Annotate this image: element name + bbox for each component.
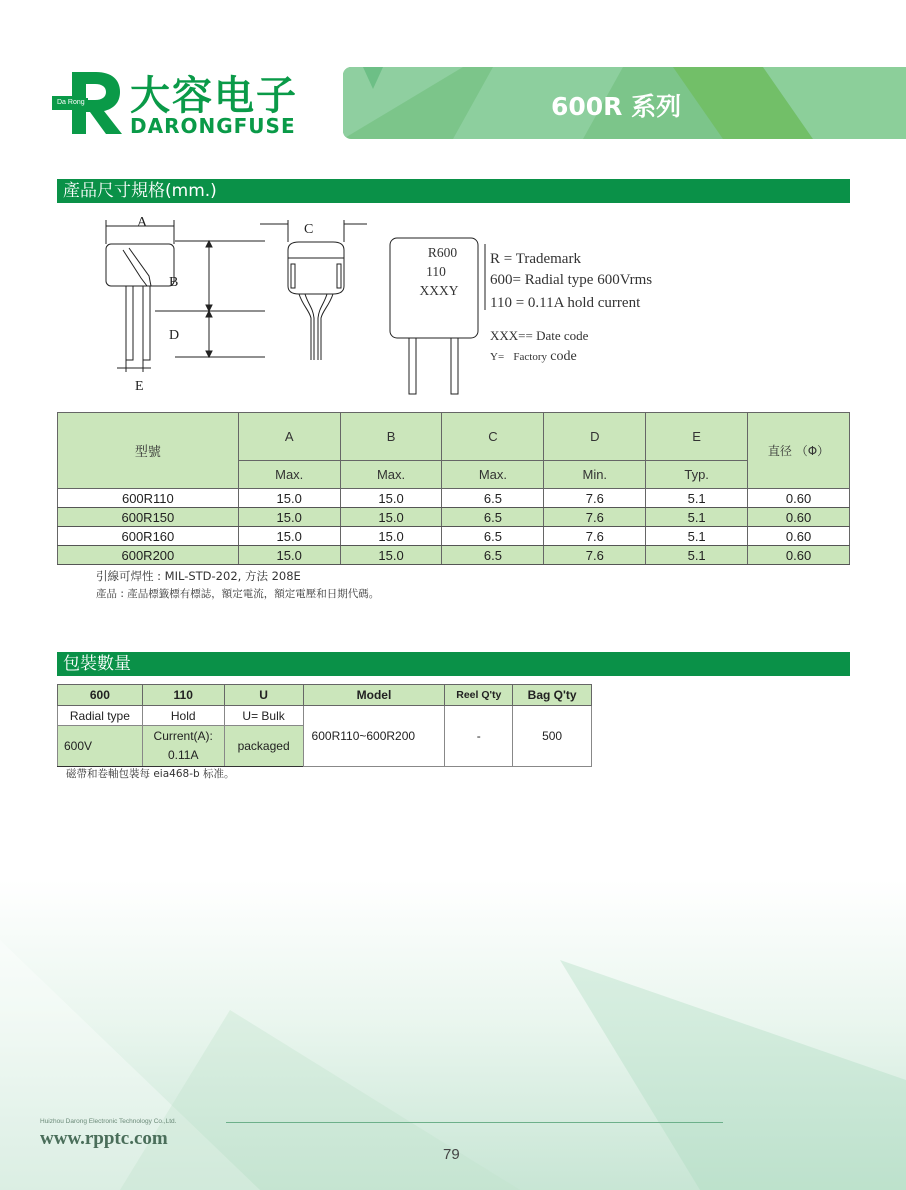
cell-model: 600R110 <box>58 489 239 508</box>
pack-cell-current <box>142 726 224 767</box>
pack-note: 磁帶和卷軸包裝每 eia468-b 标准。 <box>66 768 235 780</box>
header-b: B <box>340 413 442 461</box>
legend-factory-prefix: Y= <box>490 351 505 363</box>
cell-c: 6.5 <box>442 546 544 565</box>
pack-header-bag: Bag Q'ty <box>513 685 592 706</box>
cell-model: 600R160 <box>58 527 239 546</box>
pack-header-110: 110 <box>142 685 224 706</box>
pack-cell-packaged: packaged <box>224 726 303 767</box>
pack-cell-600v: 600V <box>58 726 143 767</box>
logo-english-name: DARONGFUSE <box>130 114 296 138</box>
table-row <box>58 527 850 546</box>
cell-diameter: 0.60 <box>748 546 850 565</box>
cell-a: 15.0 <box>238 508 340 527</box>
cell-d: 7.6 <box>544 508 646 527</box>
header-model: 型號 <box>58 413 239 489</box>
company-logo <box>52 68 312 138</box>
limit-d: Min. <box>544 461 646 489</box>
marking-line-3: XXXY <box>419 283 459 298</box>
header-d: D <box>544 413 646 461</box>
footer-company: Huizhou Darong Electronic Technology Co.,Ltd. <box>40 1118 177 1125</box>
legend-factory-mid: Factory <box>513 351 548 363</box>
spec-table <box>57 412 850 565</box>
cell-c: 6.5 <box>442 527 544 546</box>
pack-cell-current-value: 0.11A <box>167 748 199 762</box>
pack-cell-bag: 500 <box>513 706 592 767</box>
cell-d: 7.6 <box>544 527 646 546</box>
legend-factory-suffix: code <box>550 349 577 364</box>
cell-a: 15.0 <box>238 489 340 508</box>
pack-cell-bulk: U= Bulk <box>224 706 303 726</box>
table-row <box>58 489 850 508</box>
cell-c: 6.5 <box>442 508 544 527</box>
cell-diameter: 0.60 <box>748 489 850 508</box>
dimension-label-b: B <box>169 275 179 290</box>
legend-trademark: R = Trademark <box>490 251 581 267</box>
cell-d: 7.6 <box>544 546 646 565</box>
cell-model: 600R200 <box>58 546 239 565</box>
dimension-label-a: A <box>137 215 148 230</box>
series-title: 600R 系列 <box>551 92 682 121</box>
legend-factory-code <box>490 348 577 365</box>
cell-a: 15.0 <box>238 546 340 565</box>
cell-e: 5.1 <box>646 546 748 565</box>
cell-c: 6.5 <box>442 489 544 508</box>
pack-header-reel: Reel Q'ty <box>445 685 513 706</box>
header-c: C <box>442 413 544 461</box>
cell-d: 7.6 <box>544 489 646 508</box>
series-banner <box>343 67 906 139</box>
cell-e: 5.1 <box>646 508 748 527</box>
legend-date-code: XXX== Date code <box>490 328 589 343</box>
logo-chinese-name: 大容电子 <box>130 73 298 119</box>
cell-b: 15.0 <box>340 527 442 546</box>
pack-cell-reel: - <box>445 706 513 767</box>
table-row <box>58 546 850 565</box>
section-packaging-header: 包裝數量 <box>57 652 850 676</box>
table-row <box>58 508 850 527</box>
cell-diameter: 0.60 <box>748 508 850 527</box>
note-marking: 產品 : 產品標籤標有標誌，額定電流，額定電壓和日期代碼。 <box>96 588 380 600</box>
marking-line-2: 110 <box>426 264 446 279</box>
dimension-drawing <box>95 214 695 398</box>
pack-header-600: 600 <box>58 685 143 706</box>
legend-hold-current: 110 = 0.11A hold current <box>490 295 641 311</box>
logo-subtext: Da Rong <box>54 98 88 107</box>
table-row <box>58 706 592 726</box>
header-diameter: 直径 （Φ） <box>748 413 850 489</box>
cell-b: 15.0 <box>340 508 442 527</box>
pack-cell-current-label: Current(A): <box>153 729 213 743</box>
footer-website[interactable]: www.rpptc.com <box>40 1128 168 1149</box>
cell-model: 600R150 <box>58 508 239 527</box>
legend-type: 600= Radial type 600Vrms <box>490 272 653 288</box>
cell-b: 15.0 <box>340 546 442 565</box>
limit-a: Max. <box>238 461 340 489</box>
pack-header-u: U <box>224 685 303 706</box>
dimension-label-e: E <box>135 379 144 394</box>
dimension-label-c: C <box>304 222 314 237</box>
pack-header-model: Model <box>303 685 445 706</box>
packaging-table <box>57 684 592 767</box>
note-solderability: 引線可焊性 : MIL-STD-202, 方法 208E <box>96 569 301 583</box>
limit-c: Max. <box>442 461 544 489</box>
marking-line-1: R600 <box>427 245 458 260</box>
cell-e: 5.1 <box>646 489 748 508</box>
cell-diameter: 0.60 <box>748 527 850 546</box>
pack-cell-hold: Hold <box>142 706 224 726</box>
header-e: E <box>646 413 748 461</box>
cell-e: 5.1 <box>646 527 748 546</box>
pack-cell-model: 600R110~600R200 <box>303 706 445 767</box>
limit-b: Max. <box>340 461 442 489</box>
pack-cell-radial: Radial type <box>58 706 143 726</box>
cell-b: 15.0 <box>340 489 442 508</box>
page-number: 79 <box>443 1146 460 1163</box>
header-a: A <box>238 413 340 461</box>
section-dimensions-header: 產品尺寸規格(mm.) <box>57 179 850 203</box>
dimension-label-d: D <box>169 328 180 343</box>
cell-a: 15.0 <box>238 527 340 546</box>
limit-e: Typ. <box>646 461 748 489</box>
footer-divider <box>226 1122 723 1123</box>
